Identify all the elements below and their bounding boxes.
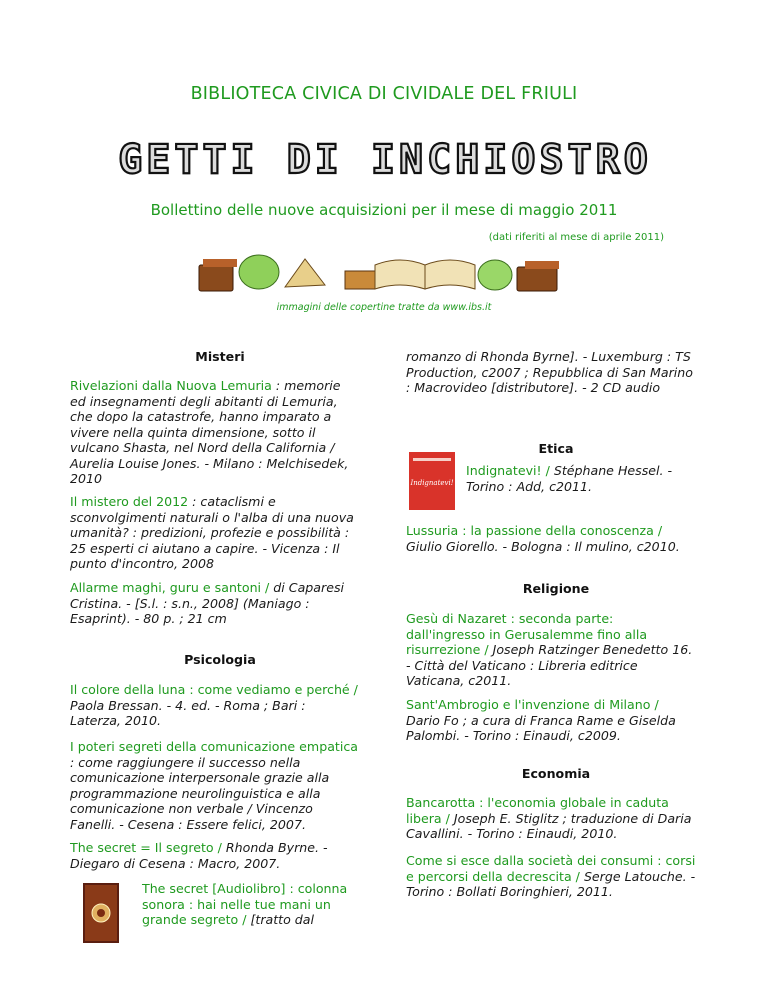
library-name: BIBLIOTECA CIVICA DI CIVIDALE DEL FRIULI [190, 84, 578, 104]
list-item[interactable] [70, 840, 360, 871]
section-heading-religione: Religione [522, 581, 590, 596]
list-item[interactable] [406, 611, 696, 689]
entry-details: : cataclismi e sconvolgimenti naturali o l'alba di una nuova umanità? : predizioni, profezie e possibilità : 25 esperti ci aiutano a capire. - Vicenza : Il punto d'incontro, 2008 [70, 494, 354, 571]
entry-title[interactable]: Indignatevi! / [466, 463, 550, 478]
data-period-note: (dati riferiti al mese di aprile 2011) [488, 232, 664, 243]
entry-details: Stéphane Hessel. - Torino : Add, c2011. [466, 463, 673, 494]
globe-icon [478, 260, 512, 290]
entry-details: di Caparesi Cristina. - [S.l. : s.n., 2008] (Maniago : Esaprint). - 80 p. ; 21 cm [70, 580, 345, 626]
entry-title[interactable]: Gesù di Nazaret : seconda parte: dall'ingresso in Gerusalemme fino alla risurrezione / [406, 611, 648, 657]
list-item[interactable] [466, 463, 698, 494]
entry-title[interactable]: Allarme maghi, guru e santoni / [70, 580, 270, 595]
list-item[interactable] [70, 494, 360, 572]
section-heading-psicologia: Psicologia [184, 652, 256, 667]
section-heading-etica: Etica [538, 441, 574, 456]
book-icon [517, 261, 559, 291]
audiobook-cover-image [83, 883, 119, 943]
list-item[interactable] [70, 378, 360, 487]
entry-details: romanzo di Rhonda Byrne]. - Luxemburg : TS Production, c2007 ; Repubblica di San Marino : Macrovideo [distributore]. - 2 CD audio [406, 349, 693, 395]
cover-title: Indignatevi! [410, 479, 454, 487]
entry-details: : come raggiungere il successo nella comunicazione interpersonale grazie alla programmazione neurolinguistica e alla comunicazione non verbale / Vincenzo Fanelli. - Cesena : Essere felici, 2007. [70, 754, 330, 832]
entry-title[interactable]: Il colore della luna : come vediamo e perché / [70, 682, 358, 697]
list-item-continued [406, 349, 696, 396]
entry-title[interactable]: Bancarotta : l'economia globale in caduta libera / [406, 795, 669, 826]
entry-title[interactable]: The secret = Il segreto / [70, 840, 222, 855]
list-item[interactable] [406, 697, 696, 744]
entry-details: Dario Fo ; a cura di Franca Rame e Giselda Palombi. - Torino : Einaudi, c2009. [406, 712, 676, 743]
entry-title[interactable]: Il mistero del 2012 [70, 494, 189, 509]
book-icon [199, 259, 237, 291]
entry-details: Serge Latouche. - Torino : Bollati Boringhieri, 2011. [406, 868, 696, 899]
list-item[interactable] [142, 881, 362, 928]
cover-images-credit: immagini delle copertine tratte da www.ibs.it [276, 302, 492, 313]
entry-title[interactable]: Sant'Ambrogio e l'invenzione di Milano / [406, 697, 659, 712]
entry-details: Giulio Giorello. - Bologna : Il mulino, c2010. [406, 538, 680, 554]
entry-details: Joseph Ratzinger Benedetto 16. - Città del Vaticano : Libreria editrice Vaticana, c2011. [406, 642, 693, 688]
entry-details: : memorie ed insegnamenti degli abitanti di Lemuria, che dopo la catastrofe, hanno imparato a vivere nella quinta dimensione, sotto il vulcano Shasta, nel Nord della California / Aurelia Louise Jones. - Milano : Melchisedek, 2010 [70, 378, 349, 486]
entry-title[interactable]: The secret [Audiolibro] : colonna sonora : hai nelle tue mani un grande segreto / [142, 881, 348, 927]
list-item[interactable] [406, 523, 696, 554]
entry-title[interactable]: Rivelazioni dalla Nuova Lemuria [70, 378, 272, 393]
list-item[interactable] [406, 795, 696, 842]
masthead-logo [90, 140, 680, 180]
list-item[interactable] [406, 853, 696, 900]
list-item[interactable] [70, 739, 360, 832]
entry-details: [tratto dal [246, 912, 315, 927]
masthead-text: GETTI DI INCHIOSTRO [118, 140, 652, 180]
section-heading-economia: Economia [521, 766, 591, 781]
entry-title[interactable]: Come si esce dalla società dei consumi : corsi e percorsi della decrescita / [406, 853, 696, 884]
indignatevi-cover-image [409, 452, 455, 510]
list-item[interactable] [70, 682, 360, 729]
entry-details: Rhonda Byrne. - Diegaro di Cesena : Macro, 2007. [70, 840, 328, 871]
bulletin-subtitle: Bollettino delle nuove acquisizioni per il mese di maggio 2011 [150, 201, 618, 219]
entry-title[interactable]: I poteri segreti della comunicazione empatica [70, 739, 358, 754]
books-banner-image [195, 247, 575, 297]
book-icon [345, 271, 375, 289]
entry-details: Joseph E. Stiglitz ; traduzione di Daria Cavallini. - Torino : Einaudi, 2010. [406, 810, 692, 841]
entry-details: Paola Bressan. - 4. ed. - Roma ; Bari : Laterza, 2010. [70, 697, 306, 728]
section-heading-misteri: Misteri [195, 349, 245, 364]
open-book-icon [375, 260, 475, 289]
entry-title[interactable]: Lussuria : la passione della conoscenza / [406, 523, 663, 538]
book-icon [285, 259, 325, 287]
globe-icon [239, 255, 279, 289]
list-item[interactable] [70, 580, 360, 627]
